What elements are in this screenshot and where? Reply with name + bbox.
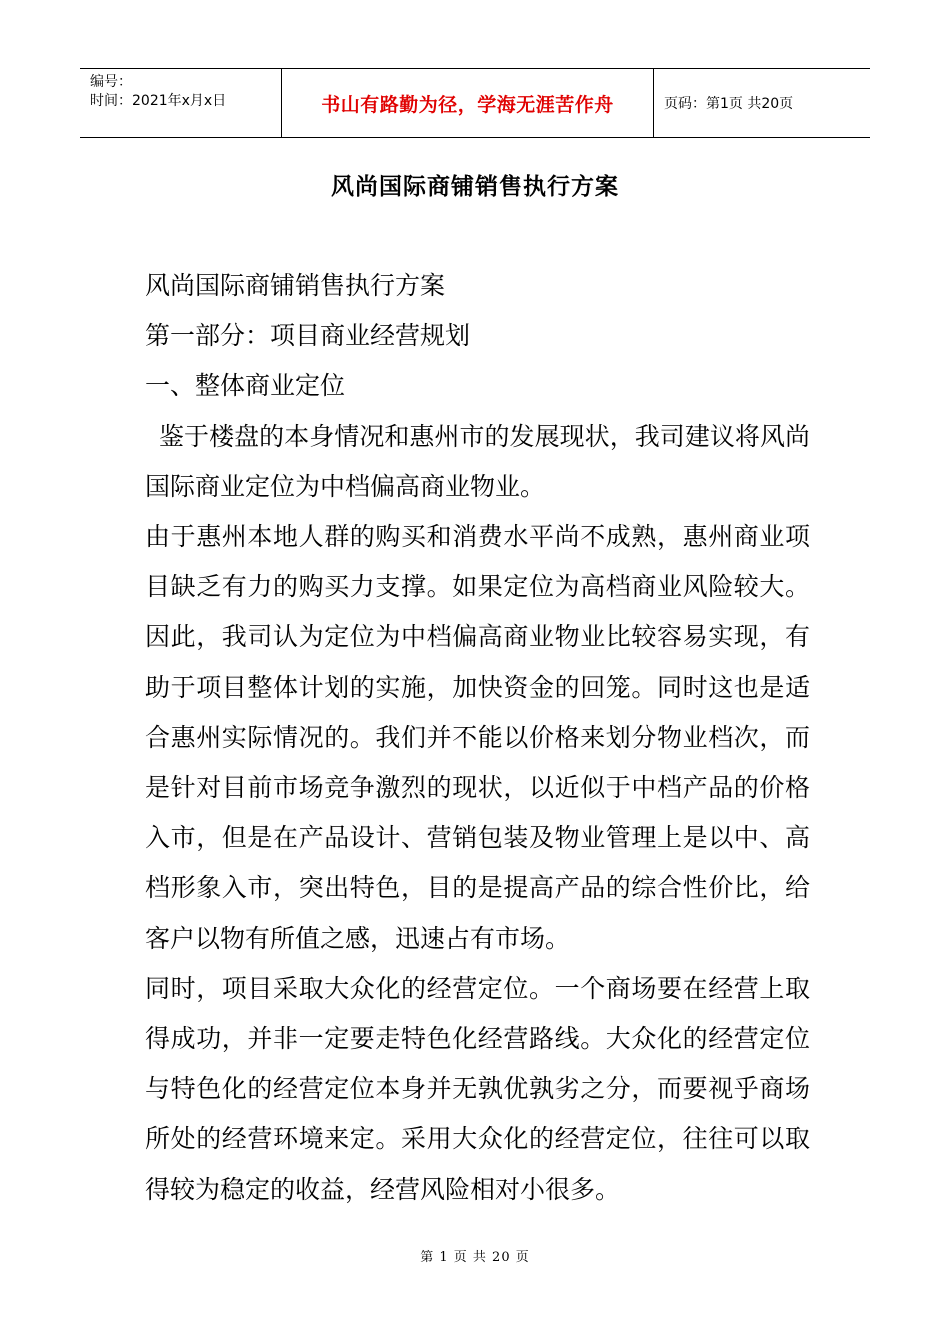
section-heading: 一、整体商业定位 [145, 371, 346, 401]
number-label: 编号： [90, 74, 132, 90]
body-paragraph: 同时，项目采取大众化的经营定位。一个商场要在经营上取得成功，并非一定要走特色化经营路线。大众化的经营定位与特色化的经营定位本身并无孰优孰劣之分，而要视乎商场所处的经营环境来定。采用大众化的经营定位，往往可以取得较为稳定的收益，经营风险相对小很多。 [145, 973, 810, 1204]
page-footer: 第 1 页 共 20 页 [420, 1250, 530, 1265]
date-label: 时间：2021年x月x日 [90, 93, 227, 109]
part-heading: 第一部分：项目商业经营规划 [145, 321, 471, 351]
header-motto: 书山有路勤为径，学海无涯苦作舟 [282, 69, 654, 137]
document-body [145, 261, 810, 1215]
header-page-info: 页码：第1页 共20页 [664, 96, 794, 112]
document-header [80, 68, 870, 138]
body-heading: 风尚国际商铺销售执行方案 [145, 271, 446, 300]
document-title: 风尚国际商铺销售执行方案 [331, 173, 619, 200]
body-paragraph: 由于惠州本地人群的购买和消费水平尚不成熟，惠州商业项目缺乏有力的购买力支撑。如果定位为高档商业风险较大。因此，我司认为定位为中档偏高商业物业比较容易实现，有助于项目整体计划的实施，加快资金的回笼。同时这也是适合惠州实际情况的。我们并不能以价格来划分物业档次，而是针对目前市场竞争激烈的现状，以近似于中档产品的价格入市，但是在产品设计、营销包装及物业管理上是以中、高档形象入市，突出特色，目的是提高产品的综合性价比，给客户以物有所值之感，迅速占有市场。 [145, 522, 810, 953]
header-meta-cell [80, 69, 282, 137]
body-paragraph: 鉴于楼盘的本身情况和惠州市的发展现状，我司建议将风尚国际商业定位为中档偏高商业物业。 [145, 421, 810, 501]
